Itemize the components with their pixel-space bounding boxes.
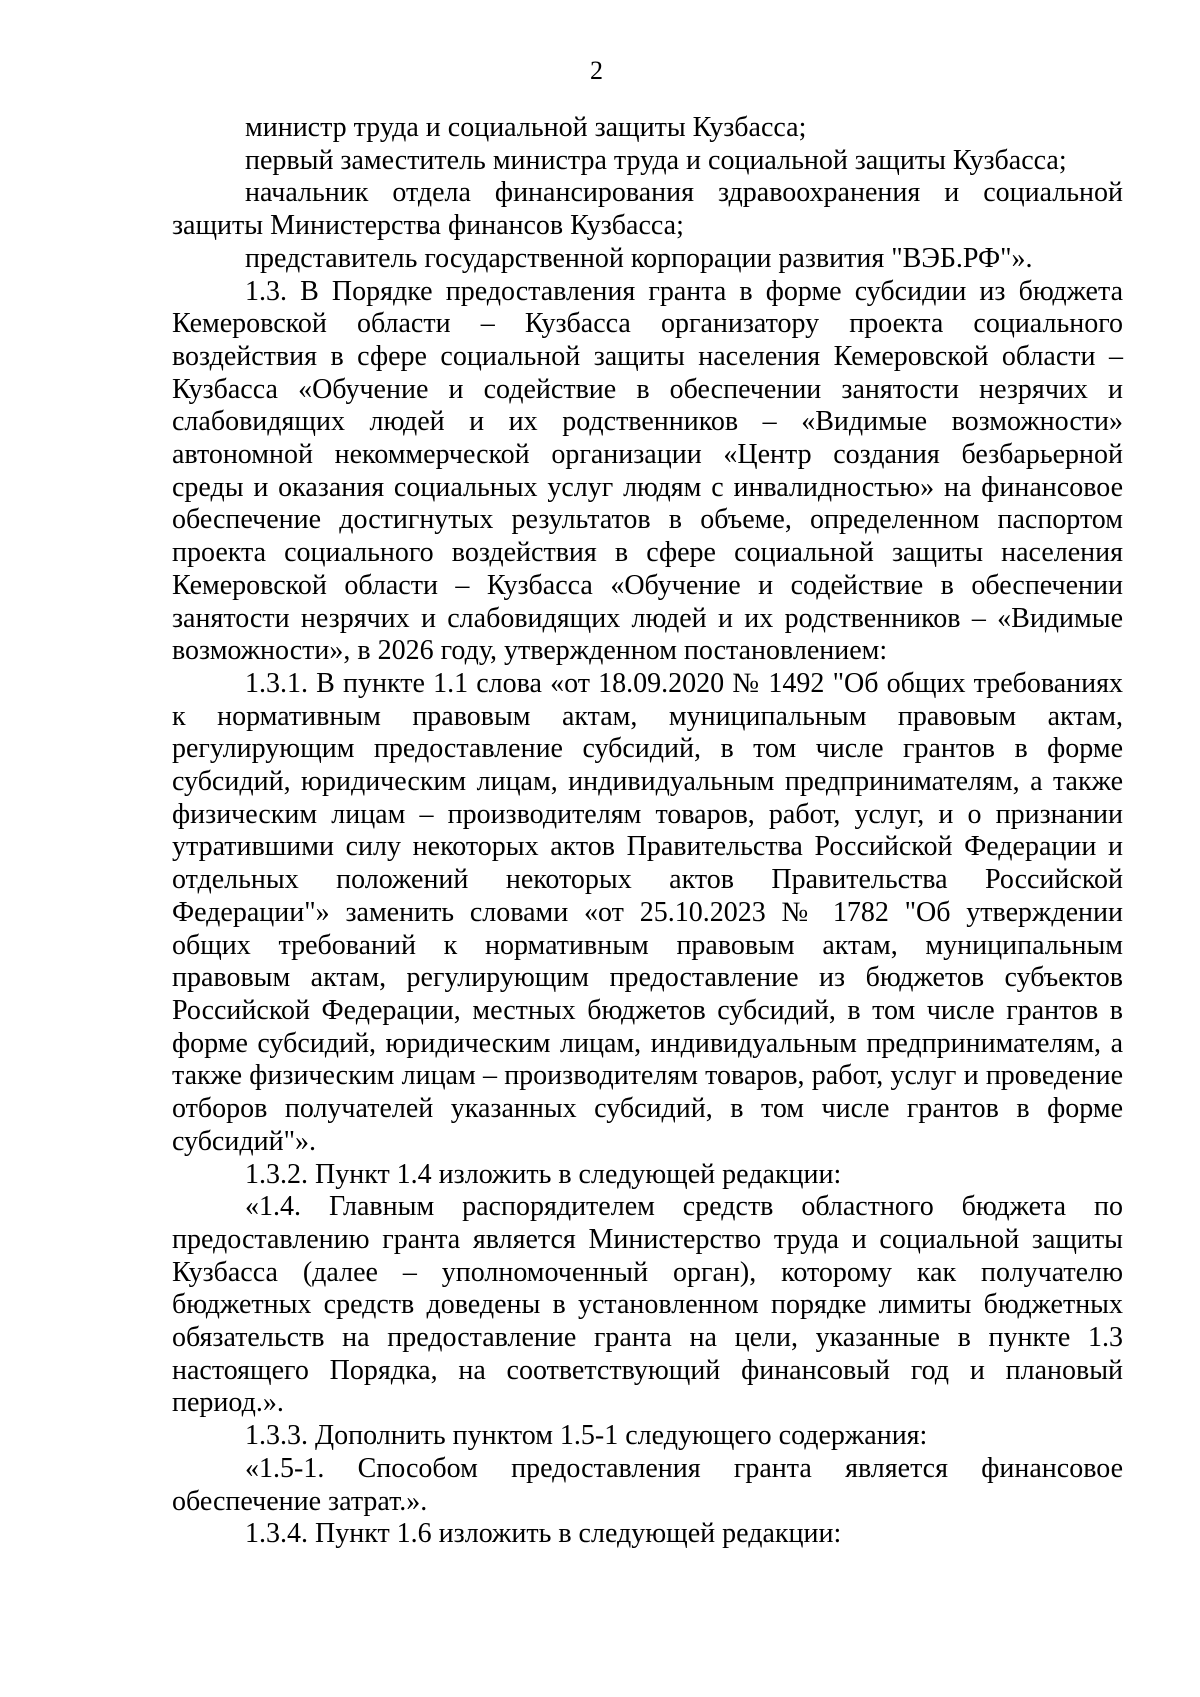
paragraph-1-5-1-new-text: «1.5-1. Способом предоставления гранта является финансовое обеспечение затрат.».	[172, 1452, 1123, 1517]
paragraph-commission-member-2: первый заместитель министра труда и социальной защиты Кузбасса;	[245, 144, 1067, 176]
paragraph-1-3-4: 1.3.4. Пункт 1.6 изложить в следующей редакции:	[245, 1518, 842, 1550]
paragraph-1-3-3: 1.3.3. Дополнить пунктом 1.5-1 следующего содержания:	[245, 1420, 928, 1452]
paragraph-1-3-2: 1.3.2. Пункт 1.4 изложить в следующей редакции:	[245, 1158, 842, 1190]
paragraph-commission-member-4: представитель государственной корпорации развития "ВЭБ.РФ"».	[245, 242, 1033, 274]
paragraph-commission-member-3: начальник отдела финансирования здравоохранения и социальной защиты Министерства финансов Кузбасса;	[172, 177, 1123, 242]
paragraph-commission-member-1: министр труда и социальной защиты Кузбасса;	[245, 112, 807, 143]
paragraph-1-3: 1.3. В Порядке предоставления гранта в форме субсидии из бюджета Кемеровской области – Кузбасса организатору проекта социального воздействия в сфере социальной защиты населения Кемеровской области – Кузбасса «Обучение и содействие в обеспечении занятости незрячих и слабовидящих людей и их родственников – «Видимые возможности» автономной некоммерческой организации «Центр создания безбарьерной среды и оказания социальных услуг людям с инвалидностью» на финансовое обеспечение достигнутых результатов в объеме, определенном паспортом проекта социального воздействия в сфере социальной защиты населения Кемеровской области – Кузбасса «Обучение и содействие в обеспечении занятости незрячих и слабовидящих людей и их родственников – «Видимые возможности», в 2026 году, утвержденном постановлением:	[172, 275, 1123, 667]
page-number: 2	[590, 56, 603, 85]
paragraph-1-3-1: 1.3.1. В пункте 1.1 слова «от 18.09.2020 № 1492 "Об общих требованиях к нормативным правовым актам, муниципальным правовым актам, регулирующим предоставление субсидий, в том числе грантов в форме субсидий, юридическим лицам, индивидуальным предпринимателям, а также физическим лицам – производителям товаров, работ, услуг, и о признании утратившими силу некоторых актов Правительства Российской Федерации и отдельных положений некоторых актов Правительства Российской Федерации"» заменить словами «от 25.10.2023 № 1782 "Об утверждении общих требований к нормативным правовым актам, муниципальным правовым актам, регулирующим предоставление из бюджетов субъектов Российской Федерации, местных бюджетов субсидий, в том числе грантов в форме субсидий, юридическим лицам, индивидуальным предпринимателям, а также физическим лицам – производителям товаров, работ, услуг и проведение отборов получателей указанных субсидий, в том числе грантов в форме субсидий"».	[172, 667, 1123, 1157]
document-body	[172, 112, 1123, 1551]
paragraph-1-4-new-text: «1.4. Главным распорядителем средств областного бюджета по предоставлению гранта является Министерство труда и социальной защиты Кузбасса (далее – уполномоченный орган), которому как получателю бюджетных средств доведены в установленном порядке лимиты бюджетных обязательств на предоставление гранта на цели, указанные в пункте 1.3 настоящего Порядка, на соответствующий финансовый год и плановый период.».	[172, 1191, 1123, 1419]
